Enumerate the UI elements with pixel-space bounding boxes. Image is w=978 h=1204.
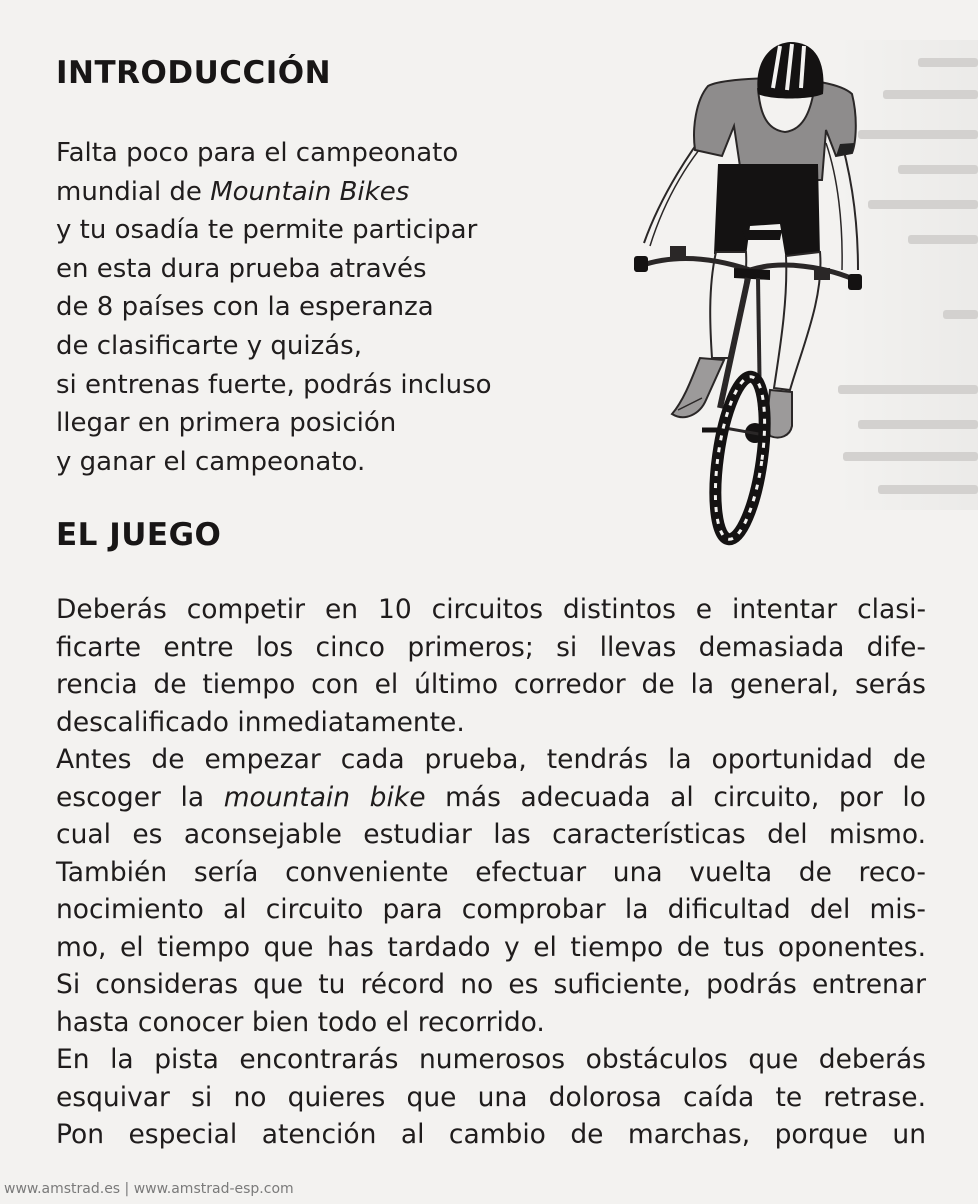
juego-line: Si consideras que tu récord no es suficiente, podrás entrenar	[56, 969, 926, 1000]
juego-line: ficarte entre los cinco primeros; si llevas demasiada dife-	[56, 631, 926, 663]
juego-line: hasta conocer bien todo el recorrido.	[56, 1006, 545, 1038]
intro-line: en esta dura prueba através	[56, 253, 427, 284]
juego-heading: EL JUEGO	[56, 517, 222, 553]
intro-line: y tu osadía te permite participar	[56, 215, 478, 246]
juego-line: rencia de tiempo con el último corredor de la general, serás	[56, 669, 926, 700]
intro-line: de clasificarte y quizás,	[56, 330, 362, 361]
site-credit: www.amstrad.es | www.amstrad-esp.com	[4, 1181, 294, 1197]
juego-line: También sería conveniente efectuar una vuelta de reco-	[56, 856, 926, 888]
intro-line: si entrenas fuerte, podrás incluso	[56, 369, 492, 400]
intro-line-text: mundial de	[56, 176, 211, 207]
intro-line	[56, 173, 576, 212]
juego-line	[56, 779, 926, 817]
juego-line: nocimiento al circuito para comprobar la dificultad del mis-	[56, 894, 926, 925]
intro-paragraph	[56, 134, 576, 481]
intro-line: Falta poco para el campeonato	[56, 138, 459, 168]
mountain-bikes-term: Mountain Bikes	[210, 176, 410, 207]
mountain-bike-term: mountain bike	[223, 781, 426, 813]
juego-line: cual es aconsejable estudiar las características del mismo.	[56, 819, 926, 850]
juego-line: En la pista encontrarás numerosos obstáculos que deberás	[56, 1044, 926, 1075]
juego-paragraph	[56, 591, 926, 1154]
intro-line: de 8 países con la esperanza	[56, 292, 434, 323]
intro-heading: INTRODUCCIÓN	[56, 55, 332, 91]
juego-line-text: escoger la	[56, 781, 224, 813]
intro-line: y ganar el campeonato.	[56, 446, 366, 477]
juego-line-text: más adecuada al circuito, por lo	[425, 781, 926, 813]
juego-line: Antes de empezar cada prueba, tendrás la oportunidad de	[56, 744, 926, 775]
juego-line: esquivar si no quieres que una dolorosa caída te retrase.	[56, 1081, 926, 1113]
intro-line: llegar en primera posición	[56, 408, 397, 439]
cyclist-mountain-bike-icon	[630, 38, 870, 548]
juego-line: descalificado inmediatamente.	[56, 706, 465, 738]
juego-line: Pon especial atención al cambio de marchas, porque un	[56, 1119, 926, 1150]
juego-line: Deberás competir en 10 circuitos distintos e intentar clasi-	[56, 594, 926, 625]
juego-line: mo, el tiempo que has tardado y el tiempo de tus oponentes.	[56, 931, 926, 963]
